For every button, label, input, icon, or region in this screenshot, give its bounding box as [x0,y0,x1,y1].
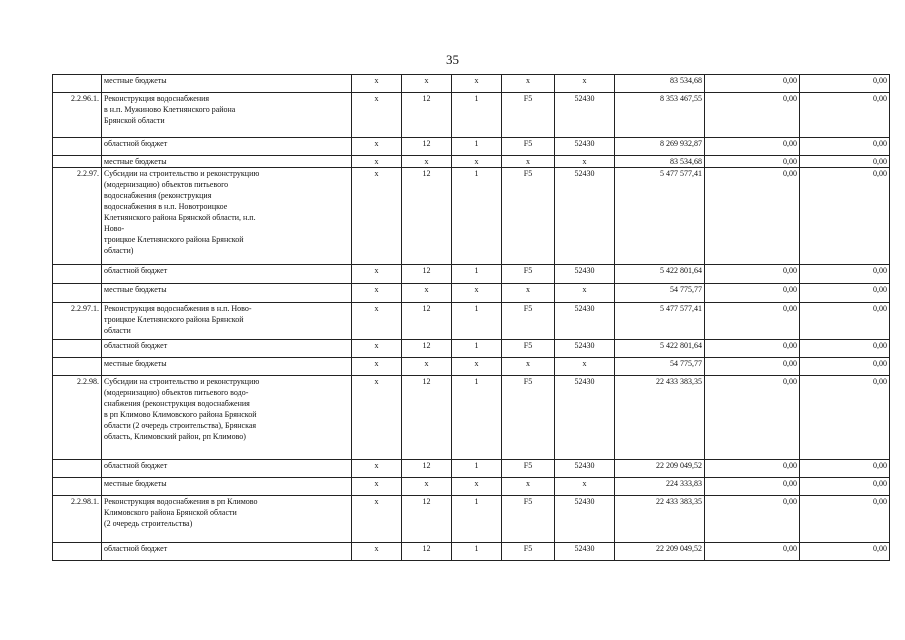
cell-sum2: 0,00 [705,340,800,358]
cell-sum3: 0,00 [800,156,890,168]
cell-col3: x [452,478,502,496]
row-name: Субсидии на строительство и реконструкцию (модернизацию) объектов питьевого водоснабжения (реконструкция водоснабжения в н.п. Новотроицкое Клетнянского района Брянской области, н.п. Ново- троицкое Клетнянского района Брянской области) [102,168,352,265]
cell-sum2: 0,00 [705,496,800,543]
table-body [53,75,890,561]
table-row [53,93,890,138]
cell-sum1: 54 775,77 [615,284,705,303]
cell-col3: 1 [452,376,502,460]
cell-col1: x [352,93,402,138]
row-code [53,156,102,168]
cell-col4: F5 [502,138,555,156]
cell-col2: x [402,156,452,168]
cell-sum1: 224 333,83 [615,478,705,496]
cell-sum3: 0,00 [800,75,890,93]
table-row [53,460,890,478]
cell-sum2: 0,00 [705,156,800,168]
cell-sum2: 0,00 [705,93,800,138]
cell-col3: x [452,75,502,93]
cell-col5: 52430 [555,168,615,265]
cell-col2: x [402,284,452,303]
row-code [53,138,102,156]
row-name: местные бюджеты [102,75,352,93]
cell-sum3: 0,00 [800,496,890,543]
cell-col3: 1 [452,93,502,138]
table-row [53,284,890,303]
row-name: местные бюджеты [102,156,352,168]
cell-col2: 12 [402,543,452,561]
cell-sum3: 0,00 [800,93,890,138]
budget-table [52,74,890,561]
cell-col1: x [352,168,402,265]
cell-col5: x [555,478,615,496]
cell-sum3: 0,00 [800,265,890,284]
page-number: 35 [446,52,459,67]
cell-sum2: 0,00 [705,284,800,303]
cell-col3: x [452,284,502,303]
table-row [53,496,890,543]
cell-col5: 52430 [555,303,615,340]
row-name: областной бюджет [102,340,352,358]
cell-sum3: 0,00 [800,460,890,478]
cell-col5: 52430 [555,138,615,156]
cell-col3: 1 [452,168,502,265]
cell-col4: F5 [502,376,555,460]
cell-sum2: 0,00 [705,75,800,93]
cell-col1: x [352,460,402,478]
cell-col4: F5 [502,265,555,284]
cell-col3: x [452,358,502,376]
row-code: 2.2.96.1. [53,93,102,138]
cell-sum1: 5 477 577,41 [615,168,705,265]
cell-col2: 12 [402,93,452,138]
cell-col2: 12 [402,376,452,460]
cell-col4: x [502,358,555,376]
cell-sum2: 0,00 [705,168,800,265]
cell-sum1: 5 422 801,64 [615,340,705,358]
cell-sum3: 0,00 [800,340,890,358]
cell-col4: F5 [502,496,555,543]
cell-col2: x [402,75,452,93]
cell-col1: x [352,543,402,561]
cell-col1: x [352,478,402,496]
cell-sum3: 0,00 [800,376,890,460]
cell-sum1: 5 477 577,41 [615,303,705,340]
cell-col4: F5 [502,303,555,340]
cell-col5: 52430 [555,496,615,543]
cell-sum3: 0,00 [800,358,890,376]
cell-col3: 1 [452,138,502,156]
cell-col1: x [352,75,402,93]
row-code: 2.2.98.1. [53,496,102,543]
cell-col5: 52430 [555,460,615,478]
cell-col2: 12 [402,303,452,340]
table-row [53,265,890,284]
cell-col5: x [555,75,615,93]
cell-sum1: 22 433 383,35 [615,376,705,460]
cell-sum3: 0,00 [800,138,890,156]
row-code: 2.2.97. [53,168,102,265]
row-code [53,340,102,358]
cell-col4: x [502,284,555,303]
cell-col1: x [352,376,402,460]
cell-col4: F5 [502,460,555,478]
cell-col3: 1 [452,340,502,358]
cell-col2: 12 [402,265,452,284]
cell-col2: x [402,478,452,496]
cell-col2: 12 [402,168,452,265]
table-row [53,358,890,376]
row-name: местные бюджеты [102,478,352,496]
table-row [53,138,890,156]
cell-sum1: 54 775,77 [615,358,705,376]
cell-sum2: 0,00 [705,303,800,340]
cell-sum1: 8 269 932,87 [615,138,705,156]
cell-col3: 1 [452,265,502,284]
cell-col5: 52430 [555,340,615,358]
cell-col1: x [352,303,402,340]
row-name: областной бюджет [102,460,352,478]
cell-col5: 52430 [555,93,615,138]
row-name: местные бюджеты [102,284,352,303]
cell-col2: 12 [402,496,452,543]
cell-sum3: 0,00 [800,543,890,561]
row-name: областной бюджет [102,265,352,284]
cell-col1: x [352,284,402,303]
cell-col4: F5 [502,543,555,561]
row-code [53,478,102,496]
cell-col5: 52430 [555,376,615,460]
table-row [53,156,890,168]
cell-sum3: 0,00 [800,284,890,303]
cell-col3: 1 [452,303,502,340]
table-row [53,168,890,265]
cell-col3: x [452,156,502,168]
cell-col4: x [502,478,555,496]
cell-sum1: 22 433 383,35 [615,496,705,543]
cell-sum2: 0,00 [705,265,800,284]
table-row [53,376,890,460]
row-code [53,75,102,93]
row-name: Реконструкция водоснабжения в рп Климово Климовского района Брянской области (2 очередь строительства) [102,496,352,543]
row-code [53,358,102,376]
table-row [53,340,890,358]
table-row [53,543,890,561]
cell-sum2: 0,00 [705,543,800,561]
cell-col3: 1 [452,496,502,543]
table-row [53,303,890,340]
cell-sum1: 22 209 049,52 [615,460,705,478]
row-name: местные бюджеты [102,358,352,376]
row-name: Субсидии на строительство и реконструкцию (модернизацию) объектов питьевого водо- снабжения (реконструкция водоснабжения в рп Климово Климовского района Брянской области (2 очередь строительства), Брянская область, Климовский район, рп Климово) [102,376,352,460]
row-code: 2.2.98. [53,376,102,460]
cell-col5: 52430 [555,265,615,284]
cell-sum3: 0,00 [800,303,890,340]
cell-sum2: 0,00 [705,376,800,460]
cell-sum2: 0,00 [705,460,800,478]
row-code: 2.2.97.1. [53,303,102,340]
cell-col1: x [352,265,402,284]
cell-sum2: 0,00 [705,138,800,156]
cell-col5: 52430 [555,543,615,561]
cell-sum2: 0,00 [705,478,800,496]
cell-col1: x [352,156,402,168]
cell-col5: x [555,284,615,303]
cell-sum3: 0,00 [800,168,890,265]
row-code [53,543,102,561]
cell-col2: x [402,358,452,376]
cell-col4: F5 [502,93,555,138]
cell-col5: x [555,156,615,168]
cell-col1: x [352,358,402,376]
row-code [53,284,102,303]
row-name: областной бюджет [102,543,352,561]
row-code [53,265,102,284]
cell-col3: 1 [452,543,502,561]
cell-col1: x [352,496,402,543]
cell-col4: F5 [502,340,555,358]
cell-sum1: 5 422 801,64 [615,265,705,284]
cell-sum1: 83 534,68 [615,156,705,168]
row-name: Реконструкция водоснабжения в н.п. Мужиново Клетнянского района Брянской области [102,93,352,138]
cell-col2: 12 [402,138,452,156]
cell-col3: 1 [452,460,502,478]
cell-col4: x [502,75,555,93]
cell-sum1: 83 534,68 [615,75,705,93]
row-name: областной бюджет [102,138,352,156]
cell-col4: F5 [502,168,555,265]
table-row [53,478,890,496]
cell-col1: x [352,340,402,358]
cell-col2: 12 [402,460,452,478]
table-row [53,75,890,93]
cell-col5: x [555,358,615,376]
row-name: Реконструкция водоснабжения в н.п. Ново- троицкое Клетнянского района Брянской области [102,303,352,340]
cell-sum1: 22 209 049,52 [615,543,705,561]
cell-col2: 12 [402,340,452,358]
cell-col4: x [502,156,555,168]
cell-col1: x [352,138,402,156]
cell-sum3: 0,00 [800,478,890,496]
cell-sum2: 0,00 [705,358,800,376]
cell-sum1: 8 353 467,55 [615,93,705,138]
row-code [53,460,102,478]
